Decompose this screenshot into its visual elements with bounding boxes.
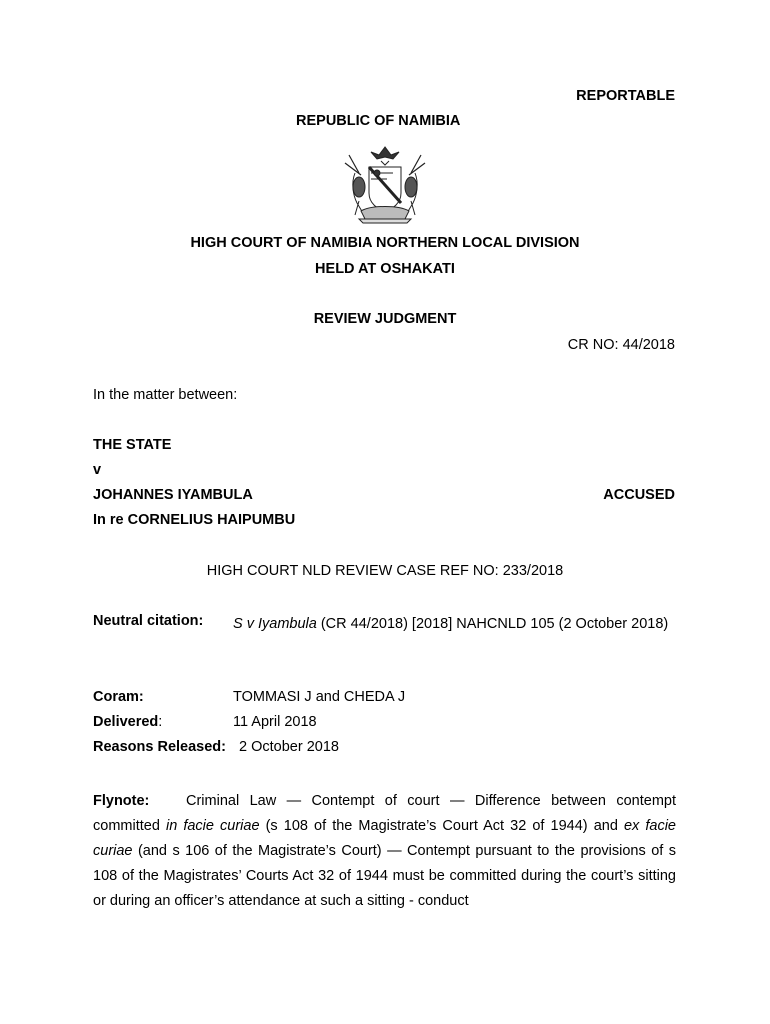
held-at-heading: HELD AT OSHAKATI: [315, 261, 455, 277]
flynote-italic-1: in facie curiae: [165, 818, 260, 834]
flynote-italic-2: ex facie curiae: [93, 818, 676, 859]
citation-details: (CR 44/2018) [2018] NAHCNLD 105 (2 October 2018): [316, 616, 669, 632]
delivered-label-text: Delivered: [93, 714, 159, 730]
flynote-paragraph: [93, 789, 676, 914]
review-reference: HIGH COURT NLD REVIEW CASE REF NO: 233/2018: [206, 563, 564, 579]
citation-value: [233, 612, 676, 637]
flynote-text-1: Criminal Law — Contempt of court — Difference between contempt committed: [93, 793, 676, 834]
republic-heading: REPUBLIC OF NAMIBIA: [296, 113, 461, 129]
in-re-party: In re CORNELIUS HAIPUMBU: [93, 512, 296, 528]
court-heading: HIGH COURT OF NAMIBIA NORTHERN LOCAL DIVISION: [190, 235, 580, 251]
citation-case-name: S v Iyambula: [233, 616, 317, 632]
flynote-label: Flynote:: [93, 793, 150, 809]
delivered-value: 11 April 2018: [233, 714, 317, 730]
delivered-label: [93, 713, 162, 731]
coram-label: Coram:: [93, 689, 144, 705]
party-state: THE STATE: [93, 437, 172, 453]
matter-intro: In the matter between:: [93, 387, 238, 403]
party-accused-role: ACCUSED: [603, 487, 675, 503]
delivered-colon: :: [158, 714, 163, 730]
citation-label: Neutral citation:: [93, 613, 204, 629]
reasons-label: Reasons Released:: [93, 739, 226, 755]
namibia-coat-of-arms-icon: [341, 143, 429, 225]
flynote-text-3: (and s 106 of the Magistrate’s Court) — Contempt pursuant to the provisions of s 108 of the Magistrates’ Courts Act 32 of 1944 must be committed during the court’s sitting or during an officer’s attendance at such a sitting - conduct: [93, 843, 676, 909]
flynote-text-2: (s 108 of the Magistrate’s Court Act 32 of 1944) and: [259, 818, 624, 834]
judgment-type-heading: REVIEW JUDGMENT: [313, 311, 457, 327]
coram-value: TOMMASI J and CHEDA J: [233, 689, 406, 705]
reportable-label: REPORTABLE: [576, 88, 675, 104]
reasons-value: 2 October 2018: [239, 739, 339, 755]
party-accused-name: JOHANNES IYAMBULA: [93, 487, 253, 503]
versus: v: [93, 462, 102, 478]
case-number: CR NO: 44/2018: [567, 337, 675, 353]
